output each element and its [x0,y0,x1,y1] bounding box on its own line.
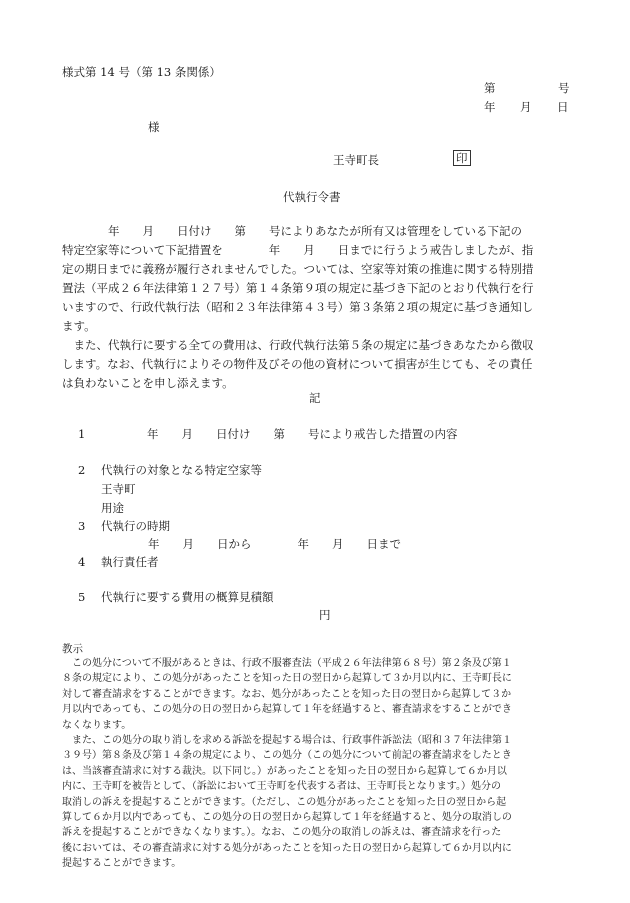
instruction-body [62,656,572,872]
instruction-line: 後においては、その審査請求に対する処分があったことを知った日の翌日から起算して６か月以内に [62,842,512,854]
body-line: は負わないことを申し添えます。 [62,376,234,390]
item-5-unit: 円 [319,608,331,622]
date-day: 日 [557,100,569,114]
instruction-line: また、この処分の取り消しを求める訴訟を提起する場合は、行政事件訴訟法（昭和３７年法律第１ [62,735,512,747]
item-1-number: 1 [78,427,86,441]
item-5-number: 5 [78,590,86,604]
date-month: 月 [520,100,532,114]
item-2-town: 王寺町 [101,482,136,496]
addressee-suffix: 様 [148,120,160,134]
item-2-text: 代執行の対象となる特定空家等 [101,463,262,477]
seal-label: 印 [453,150,471,166]
number-prefix: 第 [484,81,496,95]
body-line: 特定空家等について下記措置を 年 月 日までに行うよう戒告しましたが、指 [62,243,534,257]
item-2-number: 2 [78,463,86,477]
body-paragraph-2 [62,336,570,393]
item-4-number: 4 [78,555,86,569]
body-line: 年 月 日付け 第 号によりあなたが所有又は管理をしている下記の [62,224,522,238]
instruction-line: ８条の規定により、この処分があったことを知った日の翌日から起算して３か月以内に、王寺町長に [62,673,512,685]
item-1-text: 年 月 日付け 第 号により戒告した措置の内容 [101,427,458,441]
instruction-line: 対して審査請求をすることができます。なお、処分があったことを知った日の翌日から起算して３か [62,688,512,700]
instruction-line: 訴えを提起することができなくなります。）。なお、この処分の取消しの訴えは、審査請求を行った [62,827,502,839]
number-suffix: 号 [558,81,570,95]
instruction-line: 月以内であっても、この処分の日の翌日から起算して１年を経過すると、審査請求をすることができ [62,704,512,716]
ki-heading: 記 [309,391,321,405]
instruction-line: この処分について不服があるときは、行政不服審査法（平成２６年法律第６８号）第２条及び第１ [62,658,512,669]
item-2-use: 用途 [101,501,124,515]
body-line: 定の期日までに義務が履行されませんでした。ついては、空家等対策の推進に関する特別措 [62,262,534,276]
seal-stamp [453,150,471,167]
instruction-line: 算して６か月以内であっても、この処分の日の翌日から起算して１年を経過すると、処分の取消しの [62,812,512,824]
instruction-line: は、当該審査請求に対する裁決。以下同じ。）があったことを知った日の翌日から起算して６か月以 [62,765,507,777]
instruction-line: ３９号）第８条及び第１４条の規定により、この処分（この処分について前記の審査請求をしたとき [62,750,512,762]
body-line: また、代執行に要する全ての費用は、行政代執行法第５条の規定に基づきあなたから徴収 [62,338,534,352]
instruction-line: なくなります。 [62,719,132,731]
item-3-period: 年 月 日から 年 月 日まで [148,537,401,551]
body-line: いますので、行政代執行法（昭和２３年法律第４３号）第３条第２項の規定に基づき通知し [62,300,534,314]
instruction-line: 取消しの訴えを提起することができます。（ただし、この処分があったことを知った日の翌日から起 [62,796,507,808]
instruction-line: 内に、王寺町を被告として、（訴訟において王寺町を代表する者は、王寺町長となります。）処分の [62,781,501,793]
issuer-name: 王寺町長 [333,153,379,167]
document-title: 代執行令書 [283,190,341,204]
item-5-text: 代執行に要する費用の概算見積額 [101,590,274,604]
body-line: ます。 [62,319,96,333]
instruction-heading: 教示 [62,643,83,655]
body-line: 置法（平成２６年法律第１２７号）第１４条第９項の規定に基づき下記のとおり代執行を行 [62,281,534,295]
item-3-text: 代執行の時期 [101,519,170,533]
body-line: します。なお、代執行によりその物件及びその他の資材について損害が生じても、その責任 [62,357,533,371]
instruction-line: 提起することができます。 [62,858,182,870]
body-paragraph-1 [62,222,570,336]
item-3-number: 3 [78,519,86,533]
item-4-text: 執行責任者 [101,555,159,569]
date-year: 年 [484,100,496,114]
form-label: 様式第 14 号（第 13 条関係） [62,65,221,79]
